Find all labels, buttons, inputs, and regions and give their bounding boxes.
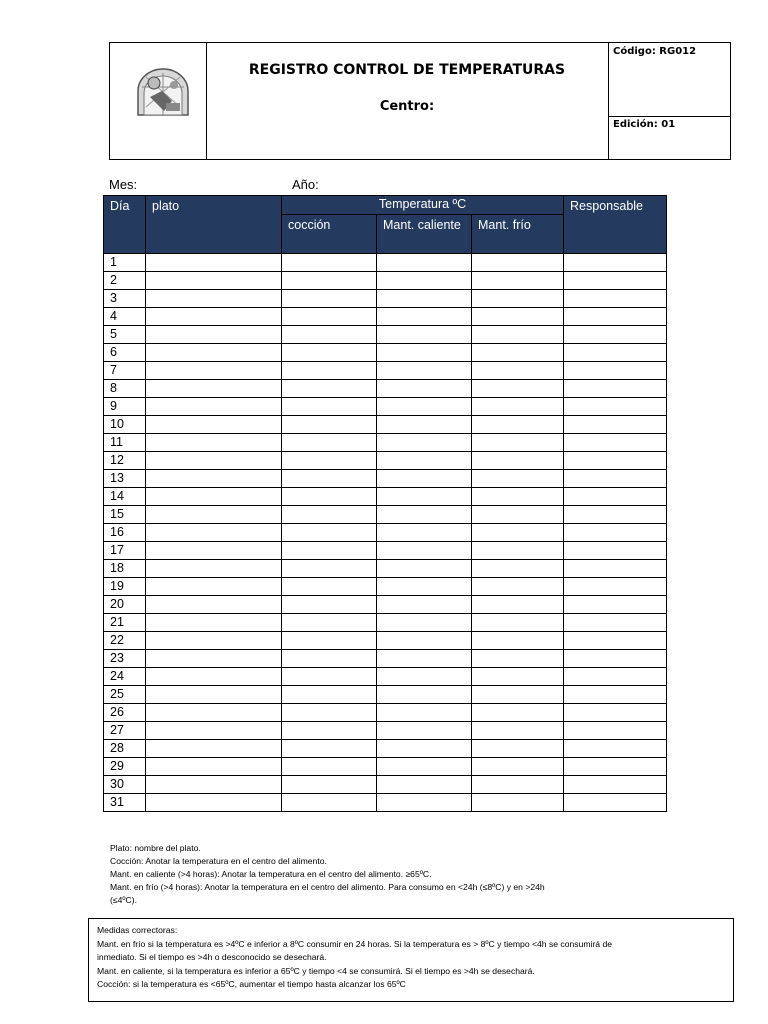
- coccion-cell[interactable]: [282, 578, 377, 596]
- coccion-cell[interactable]: [282, 560, 377, 578]
- responsable-cell[interactable]: [564, 650, 667, 668]
- table-row: [104, 254, 667, 272]
- responsable-cell[interactable]: [564, 488, 667, 506]
- table-row: [104, 344, 667, 362]
- responsable-cell[interactable]: [564, 506, 667, 524]
- responsable-cell[interactable]: [564, 524, 667, 542]
- mant-caliente-cell[interactable]: [377, 542, 472, 560]
- mant-frio-cell[interactable]: [472, 614, 564, 632]
- mant-caliente-cell[interactable]: [377, 344, 472, 362]
- mant-caliente-cell[interactable]: [377, 416, 472, 434]
- mant-frio-cell[interactable]: [472, 560, 564, 578]
- mant-frio-cell[interactable]: [472, 740, 564, 758]
- coccion-cell[interactable]: [282, 488, 377, 506]
- plato-cell[interactable]: [146, 344, 282, 362]
- mant-frio-cell[interactable]: [472, 578, 564, 596]
- mant-caliente-cell[interactable]: [377, 380, 472, 398]
- note-line: Cocción: Anotar la temperatura en el centro del alimento.: [110, 856, 327, 866]
- mant-caliente-cell[interactable]: [377, 686, 472, 704]
- responsable-cell[interactable]: [564, 542, 667, 560]
- coccion-cell[interactable]: [282, 506, 377, 524]
- table-row: [104, 290, 667, 308]
- mant-frio-cell[interactable]: [472, 452, 564, 470]
- responsable-cell[interactable]: [564, 560, 667, 578]
- medidas-correctoras-box: [88, 918, 734, 1002]
- day-cell: 9: [104, 398, 146, 416]
- mant-caliente-cell[interactable]: [377, 398, 472, 416]
- mant-frio-cell[interactable]: [472, 362, 564, 380]
- coccion-cell[interactable]: [282, 542, 377, 560]
- plato-cell[interactable]: [146, 578, 282, 596]
- day-cell: 29: [104, 758, 146, 776]
- plato-cell[interactable]: [146, 434, 282, 452]
- mant-frio-cell[interactable]: [472, 596, 564, 614]
- plato-cell[interactable]: [146, 668, 282, 686]
- logo-cell: [110, 43, 207, 159]
- edicion-label: Edición: 01: [613, 119, 676, 130]
- day-cell: 1: [104, 254, 146, 272]
- day-cell: 18: [104, 560, 146, 578]
- plato-cell[interactable]: [146, 614, 282, 632]
- header-mant-frio: Mant. frío: [472, 215, 564, 254]
- coccion-cell[interactable]: [282, 704, 377, 722]
- plato-cell[interactable]: [146, 380, 282, 398]
- table-row: [104, 794, 667, 812]
- day-cell: 12: [104, 452, 146, 470]
- responsable-cell[interactable]: [564, 290, 667, 308]
- responsable-cell[interactable]: [564, 434, 667, 452]
- day-cell: 8: [104, 380, 146, 398]
- day-cell: 31: [104, 794, 146, 812]
- medidas-line: Mant. en frío si la temperatura es >4ºC e inferior a 8ºC consumir en 24 horas. Si la temperatura es > 8ºC y tiempo <4h se consumirá de: [97, 938, 613, 949]
- coccion-cell[interactable]: [282, 686, 377, 704]
- note-line: (≤4ºC).: [110, 895, 137, 905]
- mant-frio-cell[interactable]: [472, 398, 564, 416]
- coccion-cell[interactable]: [282, 524, 377, 542]
- day-cell: 20: [104, 596, 146, 614]
- mant-caliente-cell[interactable]: [377, 434, 472, 452]
- plato-cell[interactable]: [146, 794, 282, 812]
- mant-frio-cell[interactable]: [472, 668, 564, 686]
- mant-caliente-cell[interactable]: [377, 632, 472, 650]
- mant-caliente-cell[interactable]: [377, 758, 472, 776]
- coccion-cell[interactable]: [282, 596, 377, 614]
- note-line: Mant. en frío (>4 horas): Anotar la temperatura en el centro del alimento. Para consumo en <24h (≤8ºC) y en >24h: [110, 882, 545, 892]
- responsable-cell[interactable]: [564, 704, 667, 722]
- header-responsable: Responsable: [564, 196, 667, 254]
- table-row: [104, 380, 667, 398]
- plato-cell[interactable]: [146, 560, 282, 578]
- mant-frio-cell[interactable]: [472, 344, 564, 362]
- day-cell: 21: [104, 614, 146, 632]
- note-line: Plato: nombre del plato.: [110, 843, 201, 853]
- responsable-cell[interactable]: [564, 578, 667, 596]
- table-row: [104, 452, 667, 470]
- responsable-cell[interactable]: [564, 362, 667, 380]
- responsable-cell[interactable]: [564, 326, 667, 344]
- plato-cell[interactable]: [146, 398, 282, 416]
- day-cell: 23: [104, 650, 146, 668]
- day-cell: 17: [104, 542, 146, 560]
- table-row: [104, 272, 667, 290]
- coccion-cell[interactable]: [282, 308, 377, 326]
- coccion-cell[interactable]: [282, 290, 377, 308]
- mant-caliente-cell[interactable]: [377, 722, 472, 740]
- table-row: [104, 470, 667, 488]
- day-cell: 10: [104, 416, 146, 434]
- day-cell: 5: [104, 326, 146, 344]
- plato-cell[interactable]: [146, 650, 282, 668]
- coccion-cell[interactable]: [282, 416, 377, 434]
- day-cell: 16: [104, 524, 146, 542]
- edicion-cell: [608, 116, 730, 159]
- medidas-line: Mant. en caliente, si la temperatura es inferior a 65ºC y tiempo <4 se consumirá. Si el tiempo es >4h se desechará.: [97, 965, 535, 976]
- responsable-cell[interactable]: [564, 596, 667, 614]
- coccion-cell[interactable]: [282, 344, 377, 362]
- table-row: [104, 632, 667, 650]
- mant-caliente-cell[interactable]: [377, 290, 472, 308]
- temperature-log-table: [103, 195, 667, 812]
- mant-caliente-cell[interactable]: [377, 326, 472, 344]
- table-row: [104, 776, 667, 794]
- mant-caliente-cell[interactable]: [377, 470, 472, 488]
- table-row: [104, 506, 667, 524]
- kitchen-logo-icon: [132, 67, 194, 117]
- mant-caliente-cell[interactable]: [377, 794, 472, 812]
- responsable-cell[interactable]: [564, 470, 667, 488]
- mant-frio-cell[interactable]: [472, 794, 564, 812]
- mant-frio-cell[interactable]: [472, 704, 564, 722]
- mant-frio-cell[interactable]: [472, 506, 564, 524]
- table-row: [104, 308, 667, 326]
- coccion-cell[interactable]: [282, 758, 377, 776]
- mant-frio-cell[interactable]: [472, 416, 564, 434]
- mant-caliente-cell[interactable]: [377, 272, 472, 290]
- responsable-cell[interactable]: [564, 794, 667, 812]
- mant-caliente-cell[interactable]: [377, 668, 472, 686]
- day-cell: 3: [104, 290, 146, 308]
- responsable-cell[interactable]: [564, 776, 667, 794]
- responsable-cell[interactable]: [564, 686, 667, 704]
- mant-frio-cell[interactable]: [472, 632, 564, 650]
- mes-label: Mes:: [109, 177, 138, 192]
- table-row: [104, 398, 667, 416]
- plato-cell[interactable]: [146, 470, 282, 488]
- plato-cell[interactable]: [146, 722, 282, 740]
- mant-caliente-cell[interactable]: [377, 650, 472, 668]
- mant-frio-cell[interactable]: [472, 542, 564, 560]
- table-row: [104, 758, 667, 776]
- coccion-cell[interactable]: [282, 254, 377, 272]
- plato-cell[interactable]: [146, 452, 282, 470]
- coccion-cell[interactable]: [282, 650, 377, 668]
- responsable-cell[interactable]: [564, 668, 667, 686]
- plato-cell[interactable]: [146, 326, 282, 344]
- table-row: [104, 560, 667, 578]
- coccion-cell[interactable]: [282, 470, 377, 488]
- mant-caliente-cell[interactable]: [377, 488, 472, 506]
- plato-cell[interactable]: [146, 632, 282, 650]
- day-cell: 30: [104, 776, 146, 794]
- header-plato: plato: [146, 196, 282, 254]
- plato-cell[interactable]: [146, 596, 282, 614]
- day-cell: 25: [104, 686, 146, 704]
- coccion-cell[interactable]: [282, 326, 377, 344]
- table-row: [104, 740, 667, 758]
- plato-cell[interactable]: [146, 704, 282, 722]
- header-coccion: cocción: [282, 215, 377, 254]
- day-cell: 26: [104, 704, 146, 722]
- table-row: [104, 362, 667, 380]
- mant-frio-cell[interactable]: [472, 470, 564, 488]
- mant-frio-cell[interactable]: [472, 434, 564, 452]
- codigo-cell: [608, 43, 730, 117]
- responsable-cell[interactable]: [564, 308, 667, 326]
- anio-label: Año:: [292, 177, 319, 192]
- mant-frio-cell[interactable]: [472, 776, 564, 794]
- mant-frio-cell[interactable]: [472, 272, 564, 290]
- responsable-cell[interactable]: [564, 272, 667, 290]
- table-row: [104, 416, 667, 434]
- table-row: [104, 434, 667, 452]
- responsable-cell[interactable]: [564, 254, 667, 272]
- mant-caliente-cell[interactable]: [377, 704, 472, 722]
- responsable-cell[interactable]: [564, 416, 667, 434]
- table-row: [104, 704, 667, 722]
- mant-frio-cell[interactable]: [472, 308, 564, 326]
- responsable-cell[interactable]: [564, 398, 667, 416]
- mant-frio-cell[interactable]: [472, 650, 564, 668]
- mant-caliente-cell[interactable]: [377, 308, 472, 326]
- plato-cell[interactable]: [146, 272, 282, 290]
- day-cell: 7: [104, 362, 146, 380]
- plato-cell[interactable]: [146, 524, 282, 542]
- responsable-cell[interactable]: [564, 740, 667, 758]
- mant-caliente-cell[interactable]: [377, 524, 472, 542]
- coccion-cell[interactable]: [282, 740, 377, 758]
- plato-cell[interactable]: [146, 542, 282, 560]
- table-row: [104, 542, 667, 560]
- mant-caliente-cell[interactable]: [377, 740, 472, 758]
- header-mant-caliente: Mant. caliente: [377, 215, 472, 254]
- plato-cell[interactable]: [146, 776, 282, 794]
- plato-cell[interactable]: [146, 416, 282, 434]
- mant-frio-cell[interactable]: [472, 524, 564, 542]
- day-cell: 4: [104, 308, 146, 326]
- day-cell: 27: [104, 722, 146, 740]
- mant-frio-cell[interactable]: [472, 290, 564, 308]
- codigo-label: Código: RG012: [613, 46, 697, 57]
- coccion-cell[interactable]: [282, 632, 377, 650]
- medidas-line: Cocción: si la temperatura es <65ºC, aumentar el tiempo hasta alcanzar los 65ºC: [97, 979, 406, 989]
- medidas-title: Medidas correctoras:: [97, 925, 178, 935]
- centro-label: Centro:: [379, 99, 435, 114]
- mant-caliente-cell[interactable]: [377, 452, 472, 470]
- coccion-cell[interactable]: [282, 668, 377, 686]
- title-cell: [206, 43, 609, 159]
- mant-frio-cell[interactable]: [472, 722, 564, 740]
- responsable-cell[interactable]: [564, 614, 667, 632]
- mant-frio-cell[interactable]: [472, 254, 564, 272]
- plato-cell[interactable]: [146, 686, 282, 704]
- coccion-cell[interactable]: [282, 434, 377, 452]
- responsable-cell[interactable]: [564, 632, 667, 650]
- day-cell: 28: [104, 740, 146, 758]
- plato-cell[interactable]: [146, 362, 282, 380]
- coccion-cell[interactable]: [282, 722, 377, 740]
- table-row: [104, 686, 667, 704]
- document-title: REGISTRO CONTROL DE TEMPERATURAS: [248, 62, 566, 78]
- plato-cell[interactable]: [146, 488, 282, 506]
- coccion-cell[interactable]: [282, 272, 377, 290]
- mant-caliente-cell[interactable]: [377, 506, 472, 524]
- mant-frio-cell[interactable]: [472, 488, 564, 506]
- table-row: [104, 524, 667, 542]
- day-cell: 14: [104, 488, 146, 506]
- table-row: [104, 614, 667, 632]
- coccion-cell[interactable]: [282, 398, 377, 416]
- table-body: [104, 254, 667, 812]
- mant-frio-cell[interactable]: [472, 326, 564, 344]
- coccion-cell[interactable]: [282, 614, 377, 632]
- medidas-line: inmediato. Si el tiempo es >4h o desconocido se desechará.: [97, 952, 327, 962]
- day-cell: 2: [104, 272, 146, 290]
- mant-caliente-cell[interactable]: [377, 596, 472, 614]
- responsable-cell[interactable]: [564, 758, 667, 776]
- coccion-cell[interactable]: [282, 362, 377, 380]
- responsable-cell[interactable]: [564, 452, 667, 470]
- mant-caliente-cell[interactable]: [377, 362, 472, 380]
- coccion-cell[interactable]: [282, 794, 377, 812]
- day-cell: 19: [104, 578, 146, 596]
- plato-cell[interactable]: [146, 740, 282, 758]
- plato-cell[interactable]: [146, 254, 282, 272]
- table-row: [104, 650, 667, 668]
- mant-caliente-cell[interactable]: [377, 560, 472, 578]
- day-cell: 13: [104, 470, 146, 488]
- note-line: Mant. en caliente (>4 horas): Anotar la temperatura en el centro del alimento. ≥65ºC.: [110, 869, 432, 879]
- table-row: [104, 488, 667, 506]
- notes-section: [110, 842, 710, 907]
- header-temperatura: Temperatura ºC: [282, 196, 564, 215]
- day-cell: 6: [104, 344, 146, 362]
- mant-caliente-cell[interactable]: [377, 254, 472, 272]
- table-row: [104, 668, 667, 686]
- mant-frio-cell[interactable]: [472, 686, 564, 704]
- coccion-cell[interactable]: [282, 380, 377, 398]
- day-cell: 11: [104, 434, 146, 452]
- mant-caliente-cell[interactable]: [377, 776, 472, 794]
- responsable-cell[interactable]: [564, 722, 667, 740]
- day-cell: 22: [104, 632, 146, 650]
- coccion-cell[interactable]: [282, 776, 377, 794]
- mant-frio-cell[interactable]: [472, 380, 564, 398]
- plato-cell[interactable]: [146, 290, 282, 308]
- day-cell: 15: [104, 506, 146, 524]
- mant-caliente-cell[interactable]: [377, 578, 472, 596]
- document-header: [109, 42, 731, 160]
- coccion-cell[interactable]: [282, 452, 377, 470]
- header-dia: Día: [104, 196, 146, 254]
- plato-cell[interactable]: [146, 506, 282, 524]
- mant-caliente-cell[interactable]: [377, 614, 472, 632]
- mant-frio-cell[interactable]: [472, 758, 564, 776]
- table-row: [104, 326, 667, 344]
- table-row: [104, 578, 667, 596]
- table-row: [104, 596, 667, 614]
- plato-cell[interactable]: [146, 758, 282, 776]
- plato-cell[interactable]: [146, 308, 282, 326]
- responsable-cell[interactable]: [564, 380, 667, 398]
- table-row: [104, 722, 667, 740]
- day-cell: 24: [104, 668, 146, 686]
- responsable-cell[interactable]: [564, 344, 667, 362]
